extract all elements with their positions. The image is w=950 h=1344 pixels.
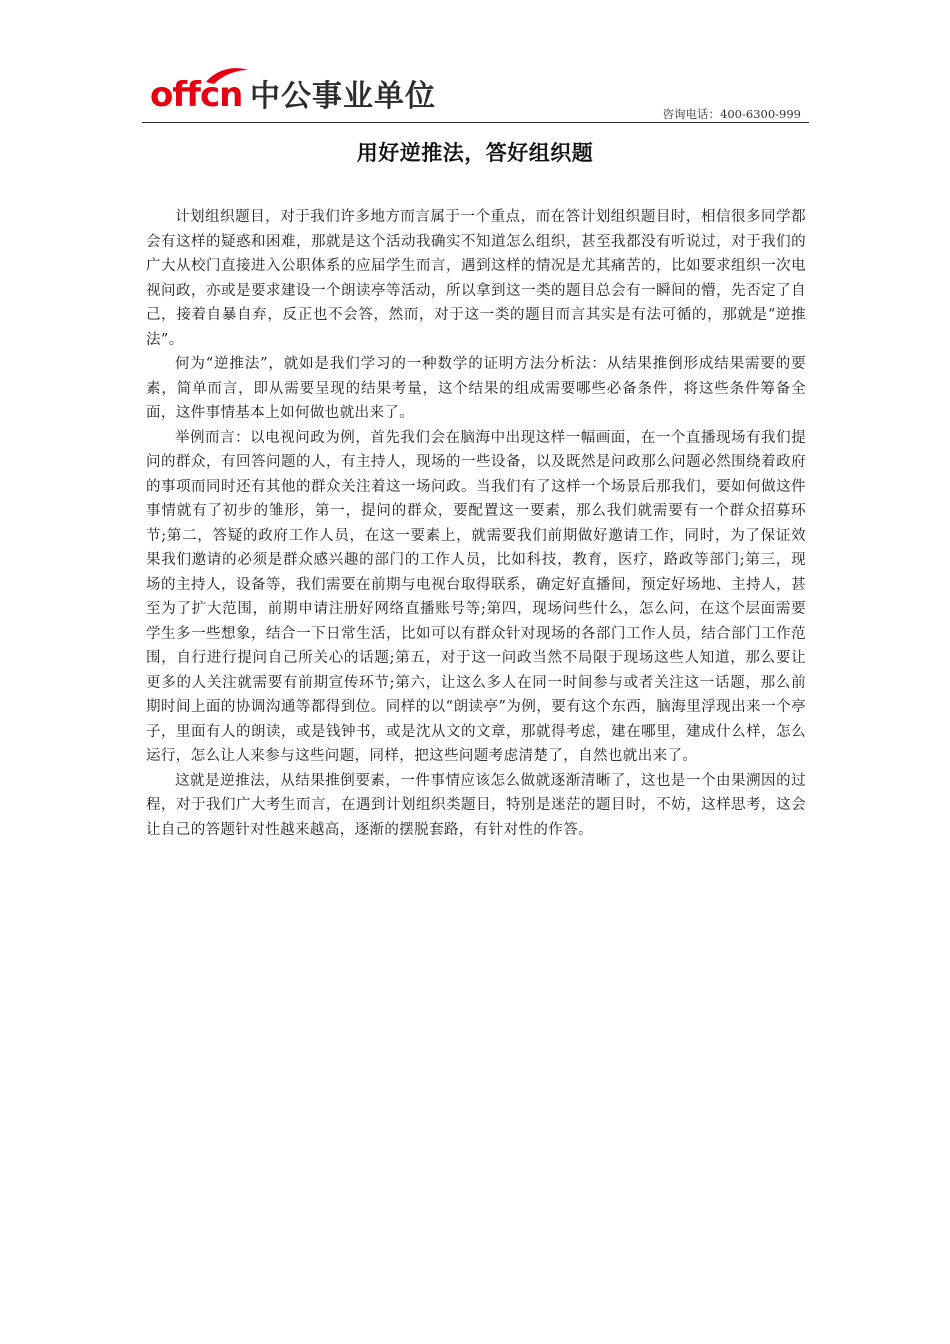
article-body: [146, 205, 806, 842]
paragraph: 举例而言：以电视问政为例，首先我们会在脑海中出现这样一幅画面，在一个直播现场有我们提问的群众，有回答问题的人，有主持人，现场的一些设备，以及既然是问政那么问题必然围绕着政府的事项而同时还有其他的群众关注着这一场问政。当我们有了这样一个场景后那我们，要如何做这件事情就有了初步的雏形，第一，提问的群众，要配置这一要素，那么我们就需要有一个群众招募环节;第二，答疑的政府工作人员，在这一要素上，就需要我们前期做好邀请工作，同时，为了保证效果我们邀请的必须是群众感兴趣的部门的工作人员，比如科技，教育，医疗，路政等部门;第三，现场的主持人，设备等，我们需要在前期与电视台取得联系，确定好直播间，预定好场地、主持人，甚至为了扩大范围，前期申请注册好网络直播账号等;第四，现场问些什么，怎么问，在这个层面需要学生多一些想象，结合一下日常生活，比如可以有群众针对现场的各部门工作人员，结合部门工作范围，自行进行提问自己所关心的话题;第五，对于这一问政当然不局限于现场这些人知道，那么要让更多的人关注就需要有前期宣传环节;第六，让这么多人在同一时间参与或者关注这一话题，那么前期时间上面的协调沟通等都得到位。同样的以“朗读亭”为例，要有这个东西，脑海里浮现出来一个亭子，里面有人的朗读，或是钱钟书，或是沈从文的文章，那就得考虑，建在哪里，建成什么样，怎么运行，怎么让人来参与这些问题，同样，把这些问题考虑清楚了，自然也就出来了。: [146, 429, 806, 764]
hotline-number: 400-6300-999: [720, 107, 801, 121]
article-title: 用好逆推法，答好组织题: [356, 141, 594, 165]
svg-text:offcn: offcn: [150, 75, 243, 115]
paragraph: 何为“逆推法”，就如是我们学习的一种数学的证明方法分析法：从结果推倒形成结果需要的要素，简单而言，即从需要呈现的结果考量，这个结果的组成需要哪些必备条件，将这些条件筹备全面，这件事情基本上如何做也就出来了。: [146, 356, 806, 421]
paragraph: 计划组织题目，对于我们许多地方而言属于一个重点，而在答计划组织题目时，相信很多同学都会有这样的疑惑和困难，那就是这个活动我确实不知道怎么组织，甚至我都没有听说过，对于我们的广大从校门直接进入公职体系的应届学生而言，遇到这样的情况是尤其痛苦的，比如要求组织一次电视问政，亦或是要求建设一个朗读亭等活动，所以拿到这一类的题目总会有一瞬间的懵，先否定了自己，接着自暴自弃，反正也不会答，然而，对于这一类的题目而言其实是有法可循的，那就是“逆推法”。: [146, 209, 806, 348]
paragraph: 这就是逆推法，从结果推倒要素，一件事情应该怎么做就逐渐清晰了，这也是一个由果溯因的过程，对于我们广大考生而言，在遇到计划组织类题目，特别是迷茫的题目时，不妨，这样思考，这会让自己的答题针对性越来越高，逐渐的摆脱套路，有针对性的作答。: [146, 772, 806, 838]
hotline-label: 咨询电话：: [662, 107, 721, 121]
svg-text:中公事业单位: 中公事业单位: [250, 79, 436, 114]
hotline-text: [663, 106, 801, 122]
header-divider: [142, 122, 809, 123]
offcn-logo: [148, 64, 448, 120]
page-header: [142, 62, 809, 124]
